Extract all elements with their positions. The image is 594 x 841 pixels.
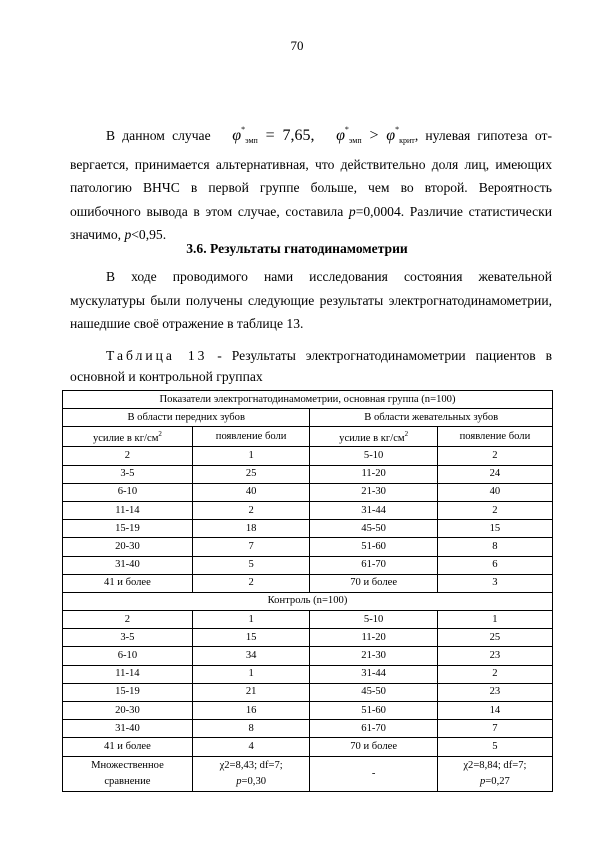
table-caption: [70, 345, 552, 387]
header-force-front: усилие в $кг/см^2$: [63, 427, 193, 447]
table-cell: 15-19: [63, 520, 193, 538]
table-cell: 23: [437, 647, 552, 665]
summary-row: [63, 756, 553, 791]
table-cell: 3: [437, 574, 552, 592]
table-row: [63, 465, 553, 483]
table-row: [63, 665, 553, 683]
table-cell: 21: [192, 683, 310, 701]
table-row: [63, 702, 553, 720]
table-row: [63, 738, 553, 756]
table-cell: 1: [192, 611, 310, 629]
table-cell: 5: [192, 556, 310, 574]
table-cell: 40: [437, 483, 552, 501]
table-title-row: [63, 391, 553, 409]
table-row: [63, 538, 553, 556]
table-cell: 7: [437, 720, 552, 738]
table-cell: 1: [192, 665, 310, 683]
table-cell: 45-50: [310, 683, 437, 701]
table-cell: 31-44: [310, 665, 437, 683]
table-group-row: [63, 409, 553, 427]
table-cell: 8: [437, 538, 552, 556]
table-cell: 4: [192, 738, 310, 756]
table-cell: 31-40: [63, 720, 193, 738]
table-cell: 2: [63, 447, 193, 465]
table-caption-label: Таблица 13: [106, 348, 208, 363]
table-cell: 2: [437, 501, 552, 519]
table-row: [63, 501, 553, 519]
table-cell: 31-40: [63, 556, 193, 574]
table-cell: 7: [192, 538, 310, 556]
table-cell: 15: [437, 520, 552, 538]
control-title: Контроль (n=100): [63, 592, 553, 610]
table-cell: 51-60: [310, 538, 437, 556]
table-cell: 25: [192, 465, 310, 483]
header-pain-front: появление боли: [192, 427, 310, 447]
table-cell: 5-10: [310, 447, 437, 465]
table-cell: 70 и более: [310, 738, 437, 756]
table-cell: 15: [192, 629, 310, 647]
table-cell: 41 и более: [63, 574, 193, 592]
table-cell: 70 и более: [310, 574, 437, 592]
table-title: Показатели электрогнатодинамометрии, основная группа (n=100): [63, 391, 553, 409]
table-cell: 20-30: [63, 538, 193, 556]
table-cell: 8: [192, 720, 310, 738]
table-cell: 24: [437, 465, 552, 483]
page-number: 70: [290, 38, 304, 53]
formula-phi: $\varphi^*_{эмп} = 7,65$, $\varphi^*_{эмп} > \varphi^*_{крит}$: [232, 125, 415, 145]
section-heading: 3.6. Результаты гнатодинамометрии: [186, 241, 408, 256]
summary-chew-force: -: [310, 756, 437, 791]
table-cell: 21-30: [310, 483, 437, 501]
group-chewing-teeth: В области жевательных зубов: [310, 409, 553, 427]
table-cell: 6-10: [63, 483, 193, 501]
paragraph-lead: В данном случае: [106, 128, 211, 143]
header-pain-chew: появление боли: [437, 427, 552, 447]
table-cell: 2: [63, 611, 193, 629]
summary-label: Множественное сравнение: [63, 756, 193, 791]
table-cell: 11-20: [310, 465, 437, 483]
table-cell: 15-19: [63, 683, 193, 701]
table-cell: 3-5: [63, 629, 193, 647]
table-row: [63, 611, 553, 629]
table-cell: 61-70: [310, 720, 437, 738]
header-force-chew: усилие в $кг/см^2$: [310, 427, 437, 447]
table-cell: 5: [437, 738, 552, 756]
table-cell: 21-30: [310, 647, 437, 665]
table-row: [63, 574, 553, 592]
table-cell: 2: [192, 501, 310, 519]
table-row: [63, 629, 553, 647]
control-title-row: [63, 592, 553, 610]
table-cell: 5-10: [310, 611, 437, 629]
table-cell: 11-20: [310, 629, 437, 647]
table-caption-text: - Результаты электрогнатодинамометрии пациентов в основной и контрольной группах: [70, 348, 553, 384]
table-cell: 16: [192, 702, 310, 720]
table-cell: 6-10: [63, 647, 193, 665]
paragraph-hypothesis: В данном случае $\varphi^*_{эмп} = 7,65$, $\varphi^*_{эмп} > \varphi^*_{крит}$, нулевая гипотеза от- вергается, принимается альтернативная, что действительно доля лиц, имеющих патологию ВНЧС в первой группе больше, чем во второй. Вероятность ошибочного вывода в этом случае, составила p=0,0004. Различие статистически значимо, p<0,95.: [70, 125, 553, 242]
table-header-row: [63, 427, 553, 447]
table-cell: 45-50: [310, 520, 437, 538]
table-cell: 31-44: [310, 501, 437, 519]
table-cell: 14: [437, 702, 552, 720]
table-cell: 51-60: [310, 702, 437, 720]
table-row: [63, 647, 553, 665]
table-row: [63, 720, 553, 738]
table-row: [63, 483, 553, 501]
paragraph-intro: В ходе проводимого нами исследования состояния жевательной мускулатуры были получены следующие результаты электрогнатодинамометрии, нашедшие своё отражение в таблице 13.: [70, 269, 552, 331]
table-cell: 23: [437, 683, 552, 701]
results-table: [62, 390, 553, 792]
table-cell: 40: [192, 483, 310, 501]
table-cell: 41 и более: [63, 738, 193, 756]
group-front-teeth: В области передних зубов: [63, 409, 310, 427]
table-cell: 3-5: [63, 465, 193, 483]
summary-front: χ2=8,43; df=7; p=0,30: [192, 756, 310, 791]
table-row: [63, 520, 553, 538]
table-cell: 6: [437, 556, 552, 574]
table-cell: 2: [437, 447, 552, 465]
table-cell: 61-70: [310, 556, 437, 574]
table-cell: 11-14: [63, 665, 193, 683]
table-cell: 11-14: [63, 501, 193, 519]
table-row: [63, 683, 553, 701]
table-cell: 2: [437, 665, 552, 683]
summary-chew: χ2=8,84; df=7; p=0,27: [437, 756, 552, 791]
table-cell: 2: [192, 574, 310, 592]
table-cell: 1: [192, 447, 310, 465]
table-cell: 20-30: [63, 702, 193, 720]
table-cell: 1: [437, 611, 552, 629]
table-cell: 34: [192, 647, 310, 665]
table-row: [63, 447, 553, 465]
table-row: [63, 556, 553, 574]
table-cell: 18: [192, 520, 310, 538]
table-cell: 25: [437, 629, 552, 647]
